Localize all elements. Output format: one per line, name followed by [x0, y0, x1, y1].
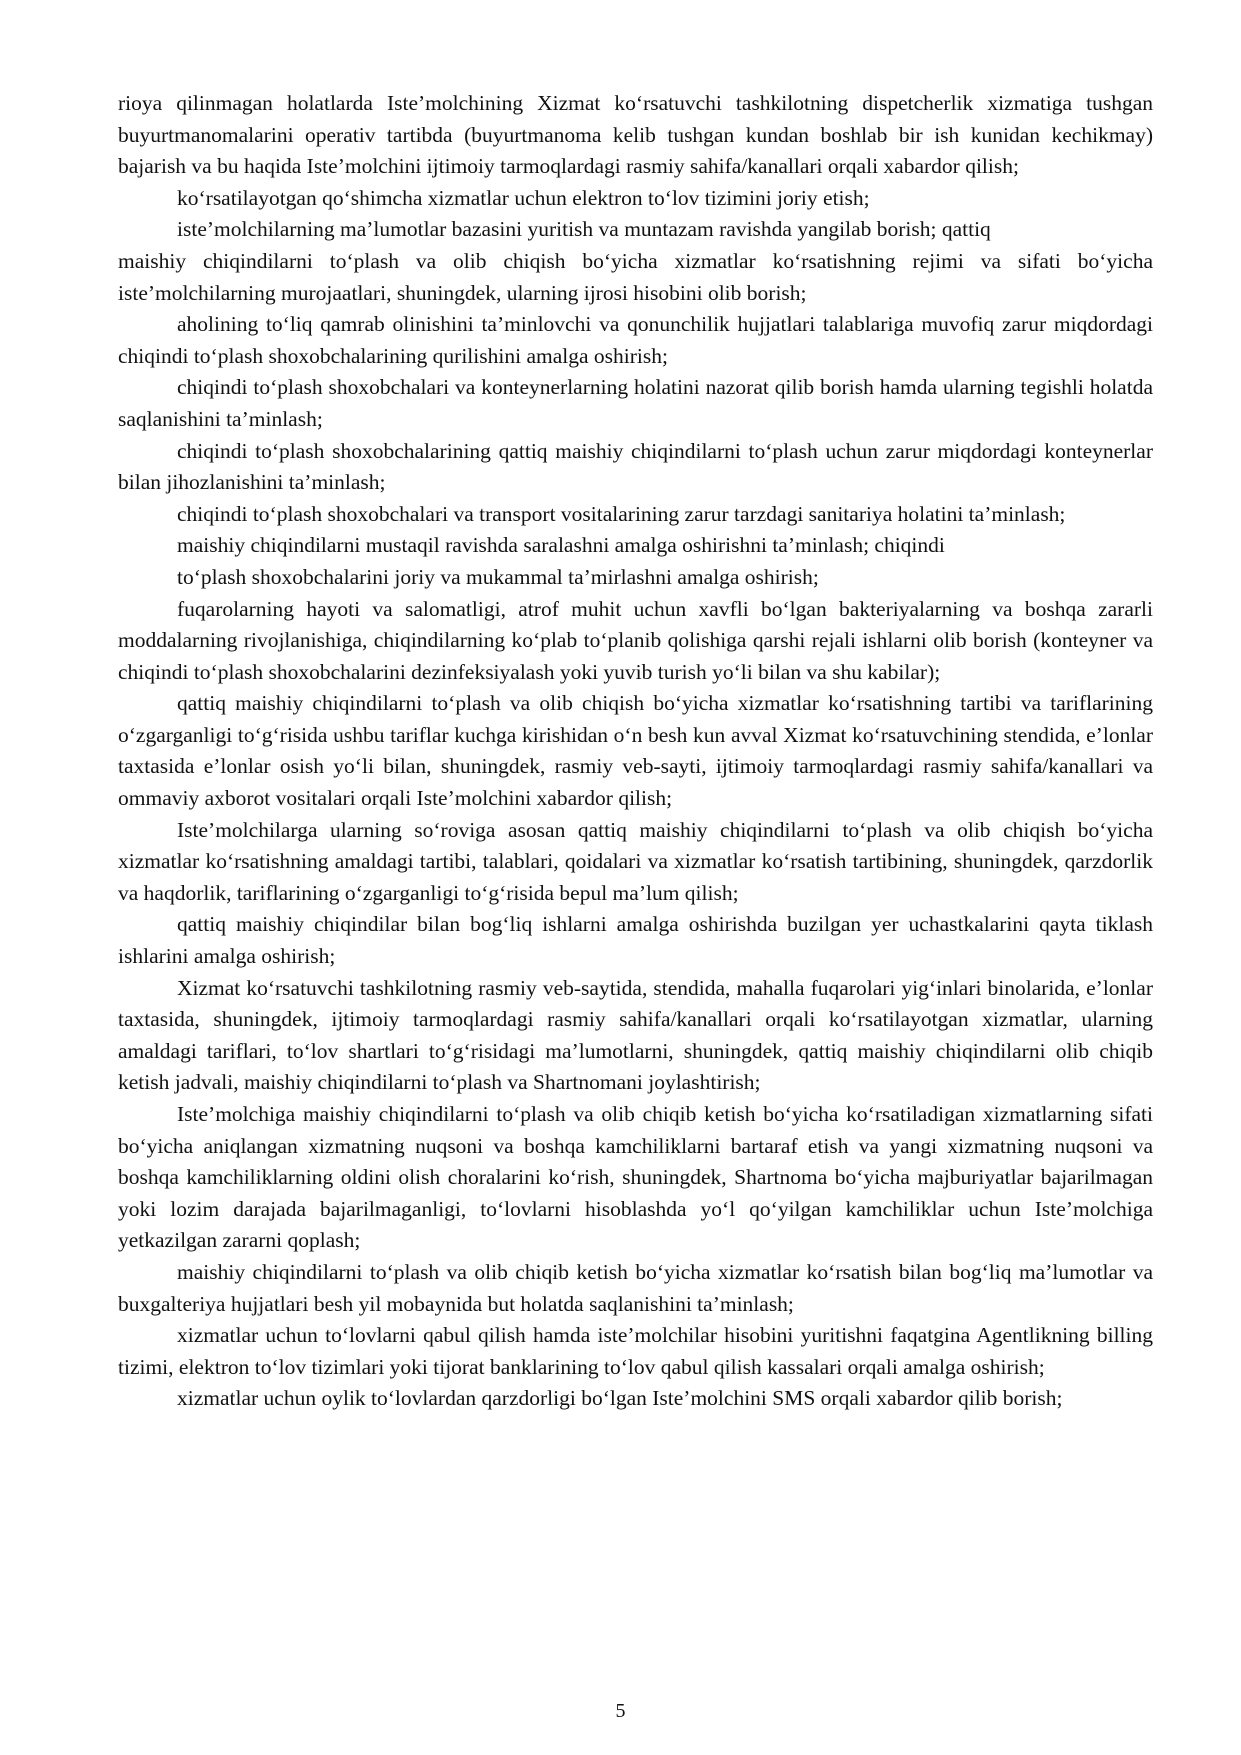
paragraph: iste’molchilarning ma’lumotlar bazasini yuritish va muntazam ravishda yangilab borish; qattiq — [177, 217, 991, 242]
paragraph: qattiq maishiy chiqindilar bilan bog‘liq ishlarni amalga oshirishda buzilgan yer uchastkalarini qayta tiklash ishlarini amalga oshirish; — [118, 912, 1153, 969]
paragraph: xizmatlar uchun oylik to‘lovlardan qarzdorligi bo‘lgan Iste’molchini SMS orqali xabardor qilib borish; — [177, 1386, 1063, 1411]
paragraph: chiqindi to‘plash shoxobchalari va transport vositalarining zarur tarzdagi sanitariya holatini ta’minlash; — [177, 501, 1066, 526]
paragraph: Xizmat ko‘rsatuvchi tashkilotning rasmiy veb-saytida, stendida, mahalla fuqarolari yig‘inlari binolarida, e’lonlar taxtasida, shuningdek, ijtimoiy tarmoqlardagi rasmiy sahifa/kanallari orqali ko‘rsatilayotgan xizmatlar, ularning amaldagi tariflari, to‘lov shartlari to‘g‘risidagi ma’lumotlarni, shuningdek, qattiq maishiy chiqindilarni olib chiqib ketish jadvali, maishiy chiqindilarni to‘plash va Shartnomani joylashtirish; — [118, 975, 1153, 1095]
paragraph: ko‘rsatilayotgan qo‘shimcha xizmatlar uchun elektron to‘lov tizimini joriy etish; — [177, 185, 870, 210]
document-body — [118, 88, 1153, 1415]
paragraph: maishiy chiqindilarni mustaqil ravishda saralashni amalga oshirishni ta’minlash; chiqindi — [177, 533, 945, 558]
paragraph: qattiq maishiy chiqindilarni to‘plash va olib chiqish bo‘yicha xizmatlar ko‘rsatishning tartibi va tariflarining o‘zgarganligi to‘g‘risida ushbu tariflar kuchga kirishidan o‘n besh kun avval Xizmat ko‘rsatuvchining stendida, e’lonlar taxtasida e’lonlar osish yo‘li bilan, shuningdek, rasmiy veb-sayti, ijtimoiy tarmoqlardagi rasmiy sahifa/kanallari va ommaviy axborot vositalari orqali Iste’molchini xabardor qilish; — [118, 691, 1153, 811]
paragraph: Iste’molchiga maishiy chiqindilarni to‘plash va olib chiqib ketish bo‘yicha ko‘rsatiladigan xizmatlarning sifati bo‘yicha aniqlangan xizmatning nuqsoni va boshqa kamchiliklarni bartaraf etish va yangi xizmatning nuqsoni va boshqa kamchiliklarning oldini olish choralarini ko‘rish, shuningdek, Shartnoma bo‘yicha majburiyatlar bajarilmagan yoki lozim darajada bajarilmaganligi, to‘lovlarni hisoblashda yo‘l qo‘yilgan kamchiliklar uchun Iste’molchiga yetkazilgan zararni qoplash; — [118, 1102, 1153, 1253]
paragraph: chiqindi to‘plash shoxobchalarining qattiq maishiy chiqindilarni to‘plash uchun zarur miqdordagi konteynerlar bilan jihozlanishini ta’minlash; — [118, 438, 1153, 495]
page-number: 5 — [615, 1700, 626, 1722]
paragraph: Iste’molchilarga ularning so‘roviga asosan qattiq maishiy chiqindilarni to‘plash va olib chiqish bo‘yicha xizmatlar ko‘rsatishning amaldagi tartibi, talablari, qoidalari va xizmatlar ko‘rsatish tartibining, shuningdek, qarzdorlik va haqdorlik, tariflarining o‘zgarganligi to‘g‘risida bepul ma’lum qilish; — [118, 817, 1153, 905]
paragraph: xizmatlar uchun to‘lovlarni qabul qilish hamda iste’molchilar hisobini yuritishni faqatgina Agentlikning billing tizimi, elektron to‘lov tizimlari yoki tijorat banklarining to‘lov qabul qilish kassalari orqali amalga oshirish; — [118, 1323, 1153, 1379]
paragraph: fuqarolarning hayoti va salomatligi, atrof muhit uchun xavfli bo‘lgan bakteriyalarning va boshqa zararli moddalarning rivojlanishiga, chiqindilarning ko‘plab to‘planib qolishiga qarshi rejali ishlarni olib borish (konteyner va chiqindi to‘plash shoxobchalarini dezinfeksiyalash yoki yuvib turish yo‘li bilan va shu kabilar); — [118, 596, 1153, 684]
paragraph: chiqindi to‘plash shoxobchalari va konteynerlarning holatini nazorat qilib borish hamda ularning tegishli holatda saqlanishini ta’minlash; — [118, 375, 1153, 431]
paragraph: rioya qilinmagan holatlarda Iste’molchining Xizmat ko‘rsatuvchi tashkilotning dispetcherlik xizmatiga tushgan buyurtmanomalarini operativ tartibda (buyurtmanoma kelib tushgan kundan boshlab bir ish kunidan kechikmay) bajarish va bu haqida Iste’molchini ijtimoiy tarmoqlardagi rasmiy sahifa/kanallari orqali xabardor qilish; — [118, 91, 1153, 179]
paragraph: maishiy chiqindilarni to‘plash va olib chiqish bo‘yicha xizmatlar ko‘rsatishning rejimi va sifati bo‘yicha iste’molchilarning murojaatlari, shuningdek, ularning ijrosi hisobini olib borish; — [118, 248, 1153, 305]
paragraph: aholining to‘liq qamrab olinishini ta’minlovchi va qonunchilik hujjatlari talablariga muvofiq zarur miqdordagi chiqindi to‘plash shoxobchalarining qurilishini amalga oshirish; — [118, 312, 1153, 368]
paragraph: maishiy chiqindilarni to‘plash va olib chiqib ketish bo‘yicha xizmatlar ko‘rsatish bilan bog‘liq ma’lumotlar va buxgalteriya hujjatlari besh yil mobaynida but holatda saqlanishini ta’minlash; — [118, 1259, 1153, 1316]
paragraph: to‘plash shoxobchalarini joriy va mukammal ta’mirlashni amalga oshirish; — [177, 564, 819, 589]
